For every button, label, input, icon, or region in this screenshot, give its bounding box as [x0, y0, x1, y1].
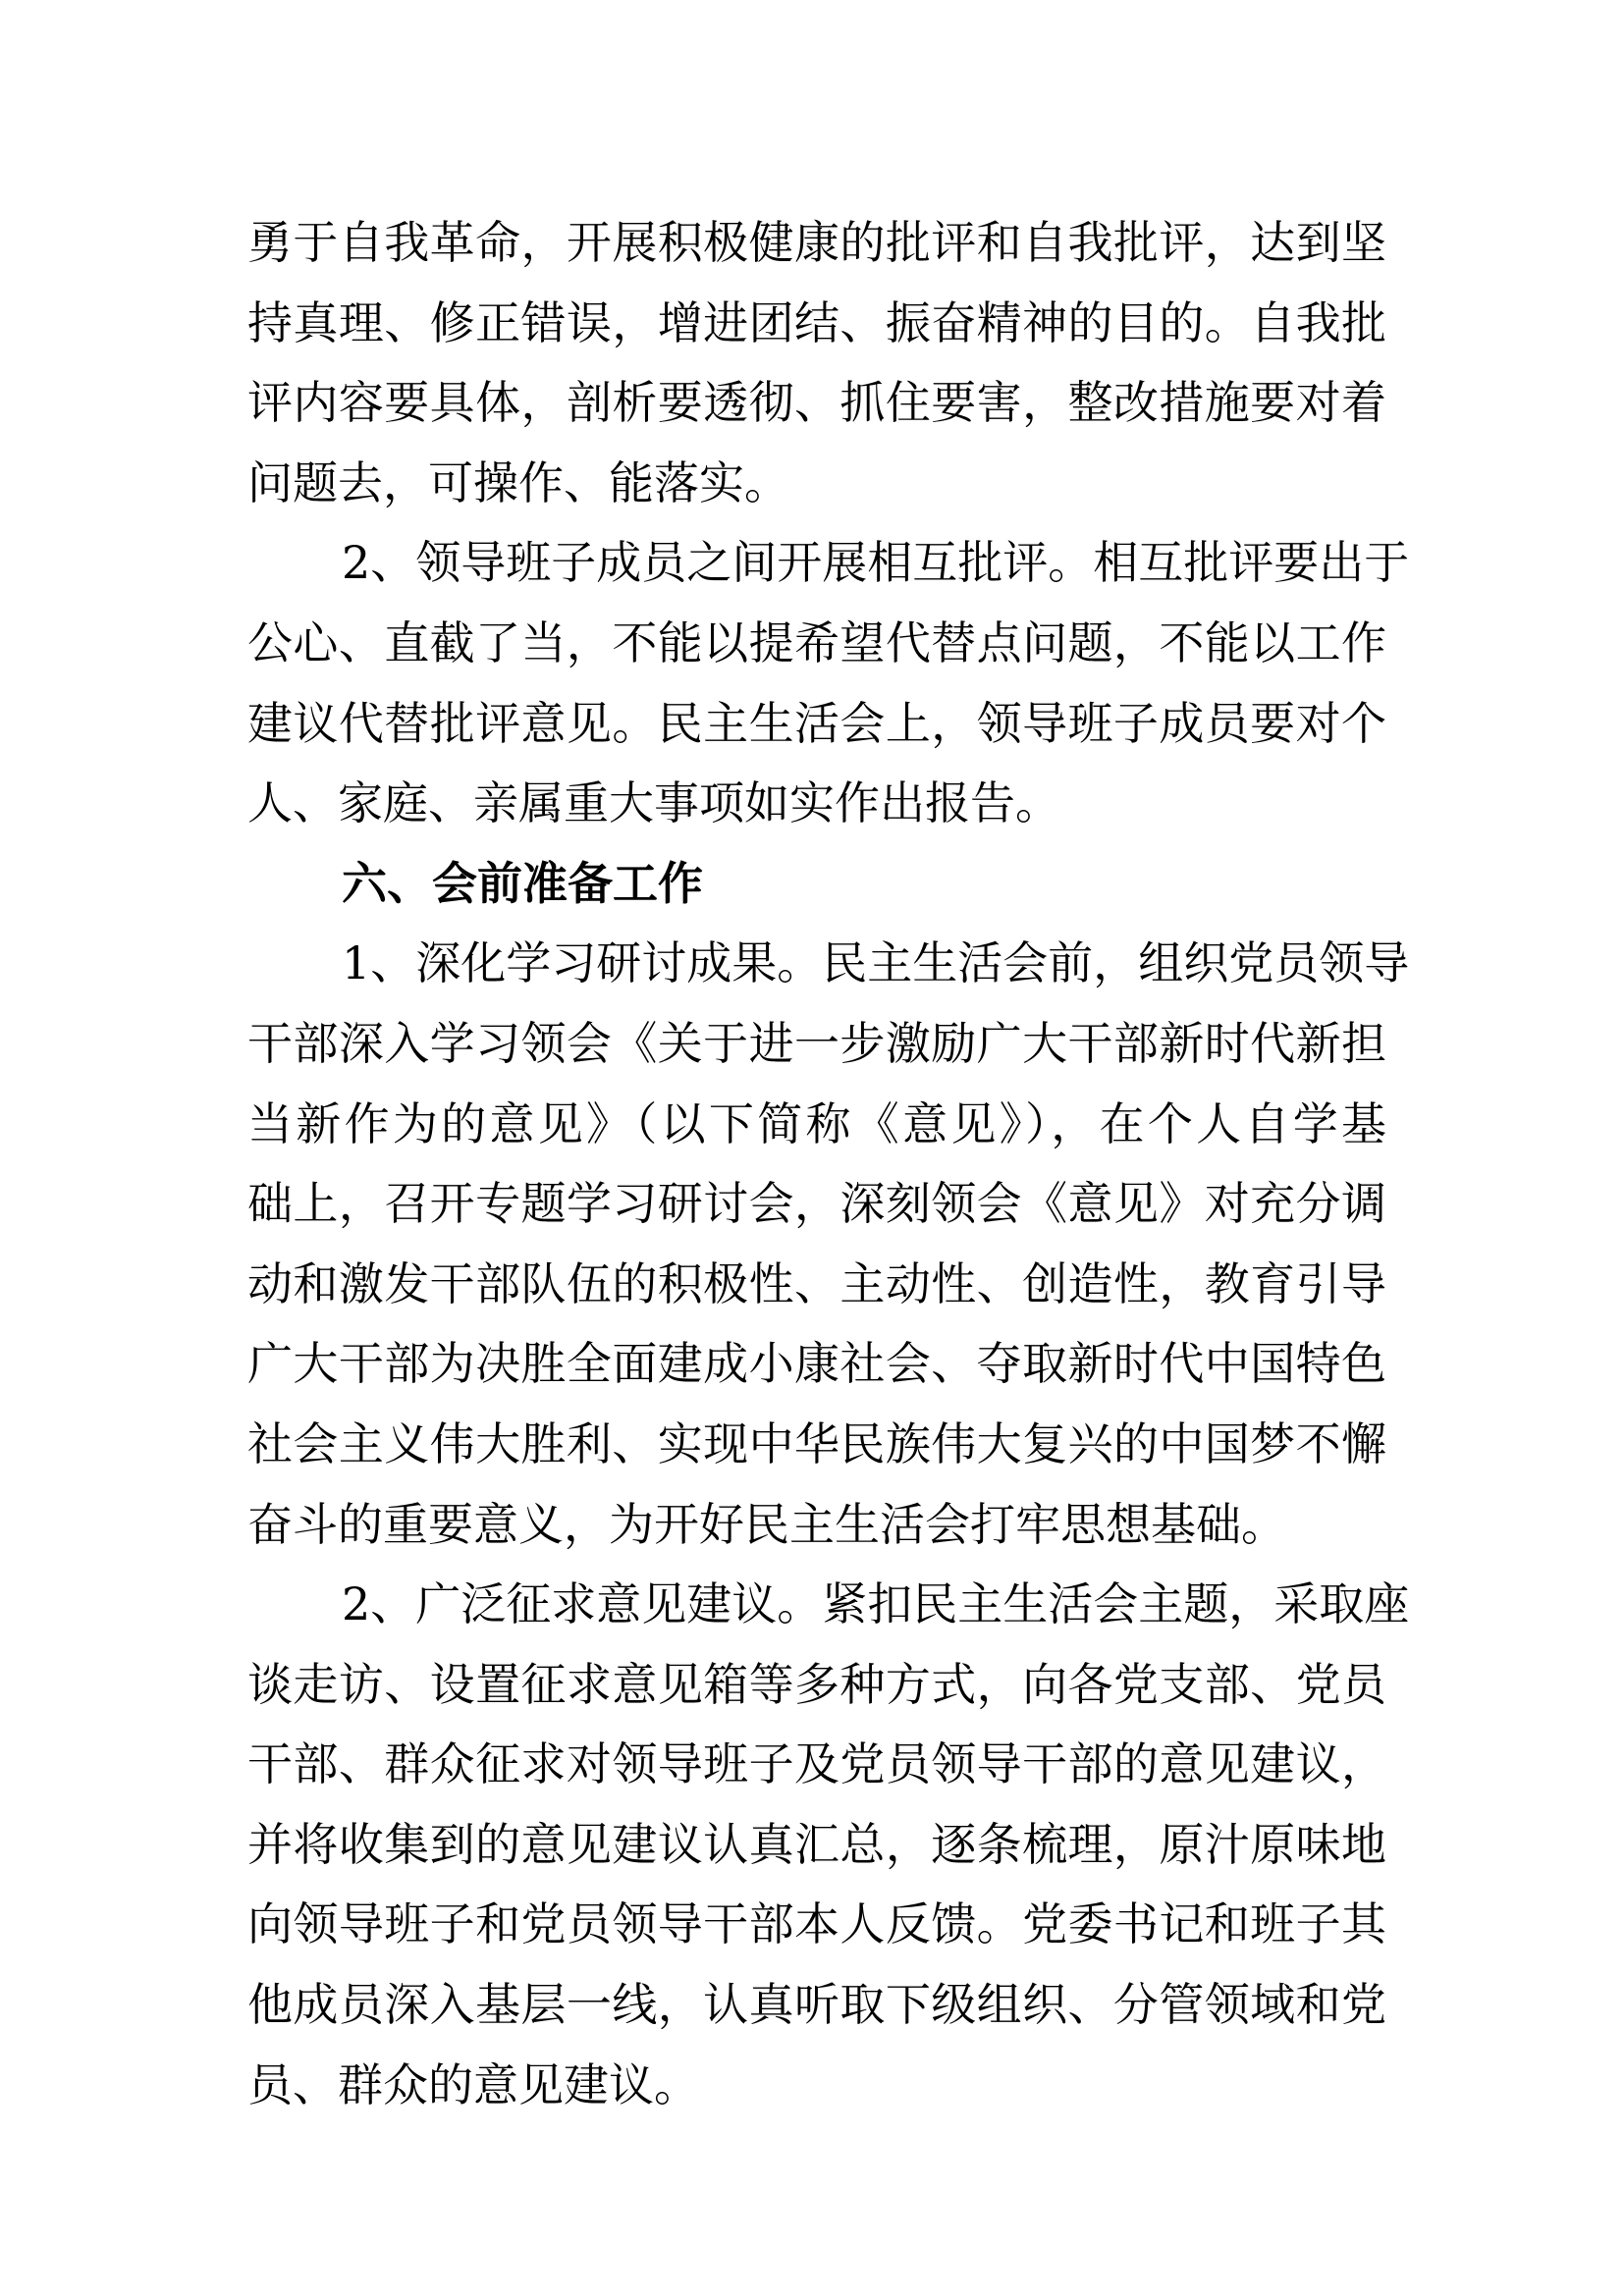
text-line: 评内容要具体，剖析要透彻、抓住要害，整改措施要对着 — [247, 376, 1386, 430]
text-line: 动和激发干部队伍的积极性、主动性、创造性，教育引导 — [247, 1256, 1386, 1310]
text-line: 1、深化学习研讨成果。民主生活会前，组织党员领导 — [342, 936, 1410, 990]
text-line: 他成员深入基层一线，认真听取下级组织、分管领域和党 — [247, 1978, 1386, 2032]
text-line: 建议代替批评意见。民主生活会上，领导班子成员要对个 — [247, 696, 1386, 750]
text-line: 广大干部为决胜全面建成小康社会、夺取新时代中国特色 — [247, 1337, 1386, 1391]
text-line: 干部深入学习领会《关于进一步激励广大干部新时代新担 — [247, 1016, 1386, 1070]
text-line: 公心、直截了当，不能以提希望代替点问题，不能以工作 — [247, 615, 1386, 669]
text-line: 础上，召开专题学习研讨会，深刻领会《意见》对充分调 — [247, 1177, 1386, 1231]
text-line: 人、家庭、亲属重大事项如实作出报告。 — [247, 776, 1060, 830]
text-line: 2、领导班子成员之间开展相互批评。相互批评要出于 — [342, 536, 1410, 590]
text-line: 干部、群众征求对领导班子及党员领导干部的意见建议， — [247, 1737, 1386, 1791]
text-line: 勇于自我革命，开展积极健康的批评和自我批评，达到坚 — [247, 216, 1386, 269]
text-line: 问题去，可操作、能落实。 — [247, 455, 789, 509]
text-line: 并将收集到的意见建议认真汇总，逐条梳理，原汁原味地 — [247, 1817, 1386, 1871]
text-line: 持真理、修正错误，增进团结、振奋精神的目的。自我批 — [247, 295, 1386, 349]
text-line: 谈走访、设置征求意见箱等多种方式，向各党支部、党员 — [247, 1657, 1386, 1711]
text-line: 2、广泛征求意见建议。紧扣民主生活会主题，采取座 — [342, 1577, 1410, 1631]
text-line: 员、群众的意见建议。 — [247, 2057, 699, 2111]
text-line: 奋斗的重要意义，为开好民主生活会打牢思想基础。 — [247, 1497, 1286, 1551]
section-heading: 六、会前准备工作 — [342, 856, 703, 910]
text-line: 向领导班子和党员领导干部本人反馈。党委书记和班子其 — [247, 1897, 1386, 1951]
text-line: 社会主义伟大胜利、实现中华民族伟大复兴的中国梦不懈 — [247, 1416, 1386, 1470]
text-line: 当新作为的意见》（以下简称《意见》），在个人自学基 — [247, 1096, 1386, 1150]
document-body — [247, 203, 1410, 2125]
